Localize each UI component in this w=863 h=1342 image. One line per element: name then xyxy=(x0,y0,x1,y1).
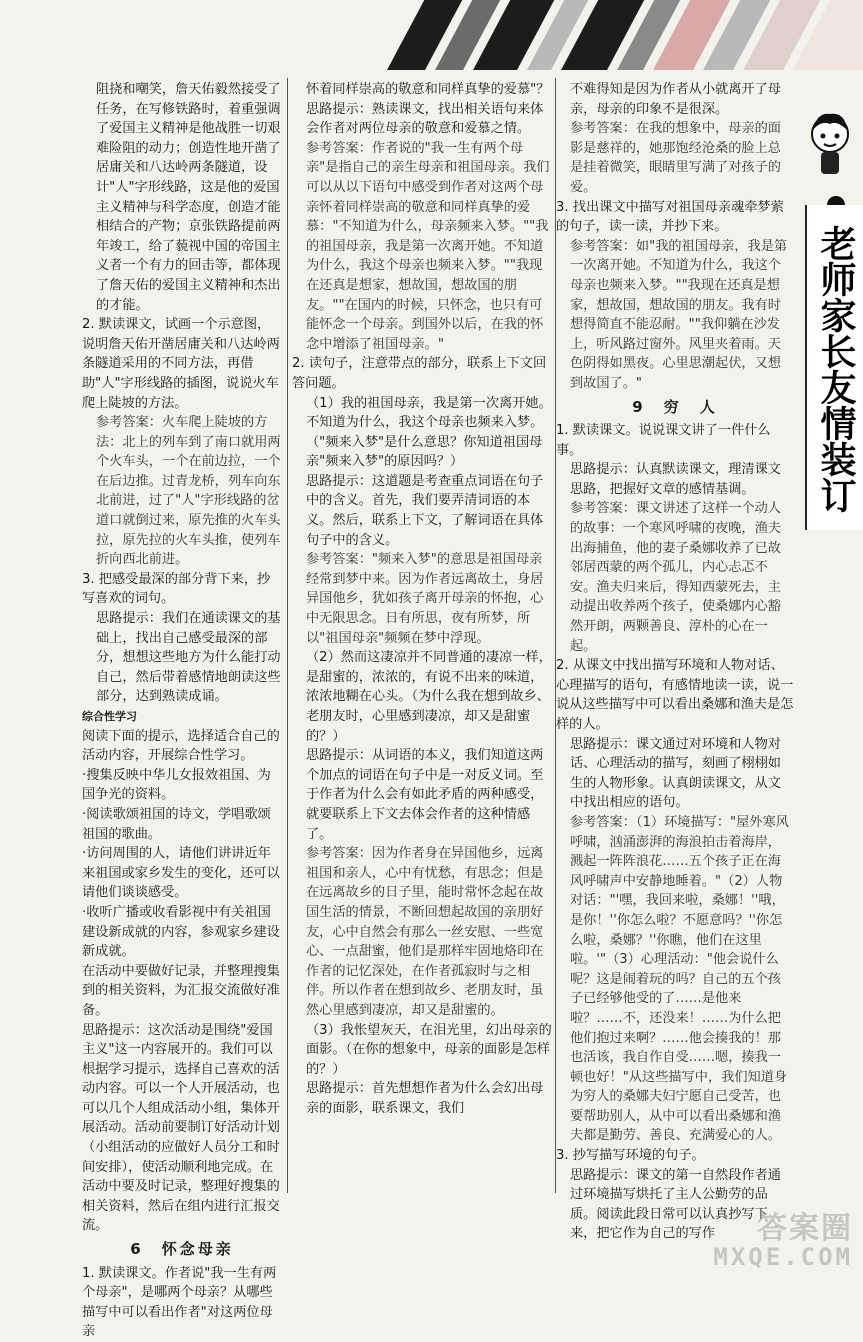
cartoon-face-icon xyxy=(807,110,853,178)
watermark-url: MXQE.COM xyxy=(713,1243,853,1271)
hint-9-2: 思路提示：课文通过对环境和人物对话、心理活动的描写，刻画了栩栩如生的人物形象。认真朗读课文，从文中找出相应的语句。 xyxy=(570,736,781,811)
paragraph: 阅读下面的提示，选择适合自己的活动内容，开展综合性学习。 xyxy=(82,728,280,764)
column-divider xyxy=(287,78,288,1193)
sub-question-2: （2）然而这凄凉并不同普通的凄凉一样，是甜蜜的，浓浓的，有说不出来的味道，浓浓地糊在心头。（为什么我在想到故乡、老朋友时，心里感到凄凉，却又是甜蜜的？） xyxy=(306,650,552,744)
question-2: 2. 读句子，注意带点的部分，联系上下文回答问题。 xyxy=(292,356,547,391)
answer-1: 参考答案：作者说的"我一生有两个母亲"是指自己的亲生母亲和祖国母亲。我们可以从以下语句中感受到作者对这两个母亲怀着同样崇高的敬意和同样真挚的爱慕："不知道为什么，母亲频来入梦。""我的祖国母亲，我是第一次离开她。不知道为什么，我这个母亲也频来入梦。""我现在还真是想家，想故国，想故国的朋友。""在国内的时候，只怀念，也只有可能怀念一个母亲。到国外以后，在我的怀念中增添了祖国母亲。" xyxy=(306,140,550,352)
question-9-2: 2. 从课文中找出描写环境和人物对话、心理描写的语句，有感情地读一读，说一说从这些描写中可以看出桑娜和渔夫是怎样的人。 xyxy=(556,658,794,732)
question-3: 3. 找出课文中描写对祖国母亲魂牵梦萦的句子，读一读，并抄下来。 xyxy=(556,199,784,235)
answer-2: 参考答案：火车爬上陡坡的方法：北上的列车到了南口就用两个火车头，一个在前边拉，一个在后边推。过青龙桥，列车向东北前进，过了"人"字形线路的岔道口就倒过来，原先推的火车头拉，原先拉的火车头推，使列车折向西北前进。 xyxy=(96,415,281,568)
hint-4: 思路提示：首先想想作者为什么会幻出母亲的面影，联系课文，我们 xyxy=(306,1081,544,1116)
answer-3: 参考答案：如"我的祖国母亲，我是第一次离开她。不知道为什么，我这个母亲也频来入梦。""我现在还真是想家，想故国，想故国的朋友。我有时想得简直不能忍耐。""我仰躺在沙发上，听风路过窗外。风里夹着雨。天色阴得如黑夜。心里思潮起伏，又想到故国了。" xyxy=(570,238,788,391)
answer-2: 参考答案："频来入梦"的意思是祖国母亲经常到梦中来。因为作者远离故土，身居异国他乡，犹如孩子离开母亲的怀抱，心中无限思念。日有所思，夜有所梦，所以"祖国母亲"频频在梦中浮现。 xyxy=(306,552,544,646)
paragraph: 怀着同样崇高的敬意和同样真挚的爱慕"？ xyxy=(306,82,550,97)
sub-question-1: （1）我的祖国母亲，我是第一次离开她。不知道为什么，我这个母亲也频来入梦。（"频来入梦"是什么意思？你知道祖国母亲"频来入梦"的原因吗？） xyxy=(306,395,552,470)
column-2 xyxy=(292,80,554,1118)
bullet-item: ·阅读歌颂祖国的诗文，学唱歌颂祖国的歌曲。 xyxy=(82,806,271,842)
hint-1: 思路提示：熟读课文，找出相关语句来体会作者对两位母亲的敬意和爱慕之情。 xyxy=(306,101,544,137)
decorative-stripes xyxy=(343,0,863,70)
section-title-6: 6 怀念母亲 xyxy=(130,1240,234,1259)
answer-9-1: 参考答案：课文讲述了这样一个动人的故事：一个寒风呼啸的夜晚，渔夫出海捕鱼，他的妻子桑娜收养了已故邻居西蒙的两个孤儿，内心忐忑不安。渔夫归来后，得知西蒙死去，主动提出收养两个孩子，使桑娜内心豁然开朗，两颗善良、淳朴的心在一起。 xyxy=(570,501,781,654)
watermark-logo-text: 答案圈 xyxy=(757,1211,853,1246)
hint-2: 思路提示：这道题是考查重点词语在句子中的含义。首先，我们要弄清词语的本义。然后，联系上下文，了解词语在具体句子中的含义。 xyxy=(306,473,544,548)
hint-9-3: 思路提示：课文的第一自然段作者通过环境描写烘托了主人公勤劳的品质。阅读此段日常可以认真抄写下来，把它作为自己的写作 xyxy=(570,1167,781,1242)
question-2: 2. 默读课文，试画一个示意图，说明詹天佑开凿居庸关和八达岭两条隧道采用的不同方法，再借助"人"字形线路的插图，说说火车爬上陡坡的方法。 xyxy=(82,317,280,411)
sub-question-3: （3）我怅望灰天，在泪光里，幻出母亲的面影。（在你的想象中，母亲的面影是怎样的？） xyxy=(306,1022,552,1077)
column-3 xyxy=(556,80,794,1244)
answer-3: 参考答案：因为作者身在异国他乡，远离祖国和亲人，心中有忧愁，有思念；但是在远离故乡的日子里，能时常怀念起在故国生活的情景，不断回想起故国的亲朋好友，心中自然会有那么一丝安慰、一些宽心、一点甜蜜，他们是那样牢固地烙印在作者的记忆深处，在作者孤寂时与之相伴。所以作者在想到故乡、老朋友时，虽然心里感到凄凉，却又是甜蜜的。 xyxy=(306,846,544,1018)
watermark xyxy=(707,1199,857,1279)
question-9-1: 1. 默读课文。说说课文讲了一件什么事。 xyxy=(556,423,771,458)
paragraph: 不难得知是因为作者从小就离开了母亲，母亲的印象不是很深。 xyxy=(570,82,781,117)
section-label: 综合性学习 xyxy=(82,710,137,723)
paragraph: 阻挠和嘲笑，詹天佑毅然接受了任务，在写修铁路时，着重强调了爱国主义精神是他战胜一切艰难险阻的动力；创造性地开凿了居庸关和八达岭两条隧道，设计"人"字形线路，这是他的爱国主义精神与科学态度，创造才能相结合的产物；京张铁路提前两年竣工，给了藐视中国的帝国主义者一个有力的回击等，都体现了詹天佑的爱国主义精神和杰出的才能。 xyxy=(96,82,281,313)
answer-9-2: 参考答案：（1）环境描写："屋外寒风呼啸，汹涌澎湃的海浪拍击着海岸，溅起一阵阵浪花……五个孩子正在海风呼啸声中安静地睡着。"（2）人物对话："'嘿，我回来啦，桑娜！''哦，是你！''你怎么啦？不愿意吗？''你怎么啦，桑娜？''你瞧，他们在这里啦。'"（3）心理活动："他会说什么呢？这是闹着玩的吗？自己的五个孩子已经够他受的了……是他来啦？……不，还没来！……为什么把他们抱过来啊？……他会揍我的！那也活该，我自作自受……嗯，揍我一顿也好！"从这些描写中，我们知道身为穷人的桑娜夫妇宁愿自己受苦，也要帮助别人，从中可以看出桑娜和渔夫都是勤劳、善良、充满爱心的人。 xyxy=(570,814,789,1144)
sidebar-title: 老师家长友情装订 xyxy=(815,225,856,513)
bullet-item: ·收听广播或收看影视中有关祖国建设新成就的内容，参观家乡建设新成就。 xyxy=(82,904,280,960)
hint-9-1: 思路提示：认真默读课文，理清课文思路，把握好文章的感情基调。 xyxy=(570,462,781,497)
section-title-9: 9 穷 人 xyxy=(632,397,718,416)
hint-3: 思路提示：我们在通读课文的基础上，找出自己感受最深的部分，想想这些地方为什么能打动自己，然后带着感情地朗读这些部分，达到熟读成诵。 xyxy=(96,611,281,705)
hint-3: 思路提示：从词语的本义，我们知道这两个加点的词语在句子中是一对反义词。至于作者为什么会有如此矛盾的两种感受，就要联系上下文去体会作者的这种情感了。 xyxy=(306,748,544,842)
bullet-item: ·访问周围的人，请他们讲讲近年来祖国或家乡发生的变化，还可以请他们谈谈感受。 xyxy=(82,846,280,901)
paragraph: 在活动中要做好记录，并整理搜集到的相关资料，为汇报交流做好准备。 xyxy=(82,963,280,1018)
question-6-1: 1. 默读课文。作者说"我一生有两个母亲"，是哪两个母亲？从哪些描写中可以看出作者"对这两位母亲 xyxy=(82,1265,277,1340)
answer-1: 参考答案：在我的想象中，母亲的面影是慈祥的，她那饱经沧桑的脸上总是挂着微笑，眼睛里写满了对孩子的爱。 xyxy=(570,121,781,195)
hint: 思路提示：这次活动是围绕"爱国主义"这一内容展开的。我们可以根据学习提示，选择自己喜欢的活动内容。可以一个人开展活动，也可以几个人组成活动小组，集体开展活动。活动前要制订好活动计划（小组活动的应做好人员分工和时间安排），使活动顺利地完成。在活动中要及时记录，整理好搜集的相关资料，然后在组内进行汇报交流。 xyxy=(82,1022,280,1234)
bullet-item: ·搜集反映中华儿女报效祖国、为国争光的资料。 xyxy=(82,767,271,803)
column-1 xyxy=(82,80,282,1342)
question-9-3: 3. 抄写描写环境的句子。 xyxy=(556,1148,705,1164)
question-3: 3. 把感受最深的部分背下来，抄写喜欢的词句。 xyxy=(82,571,271,607)
